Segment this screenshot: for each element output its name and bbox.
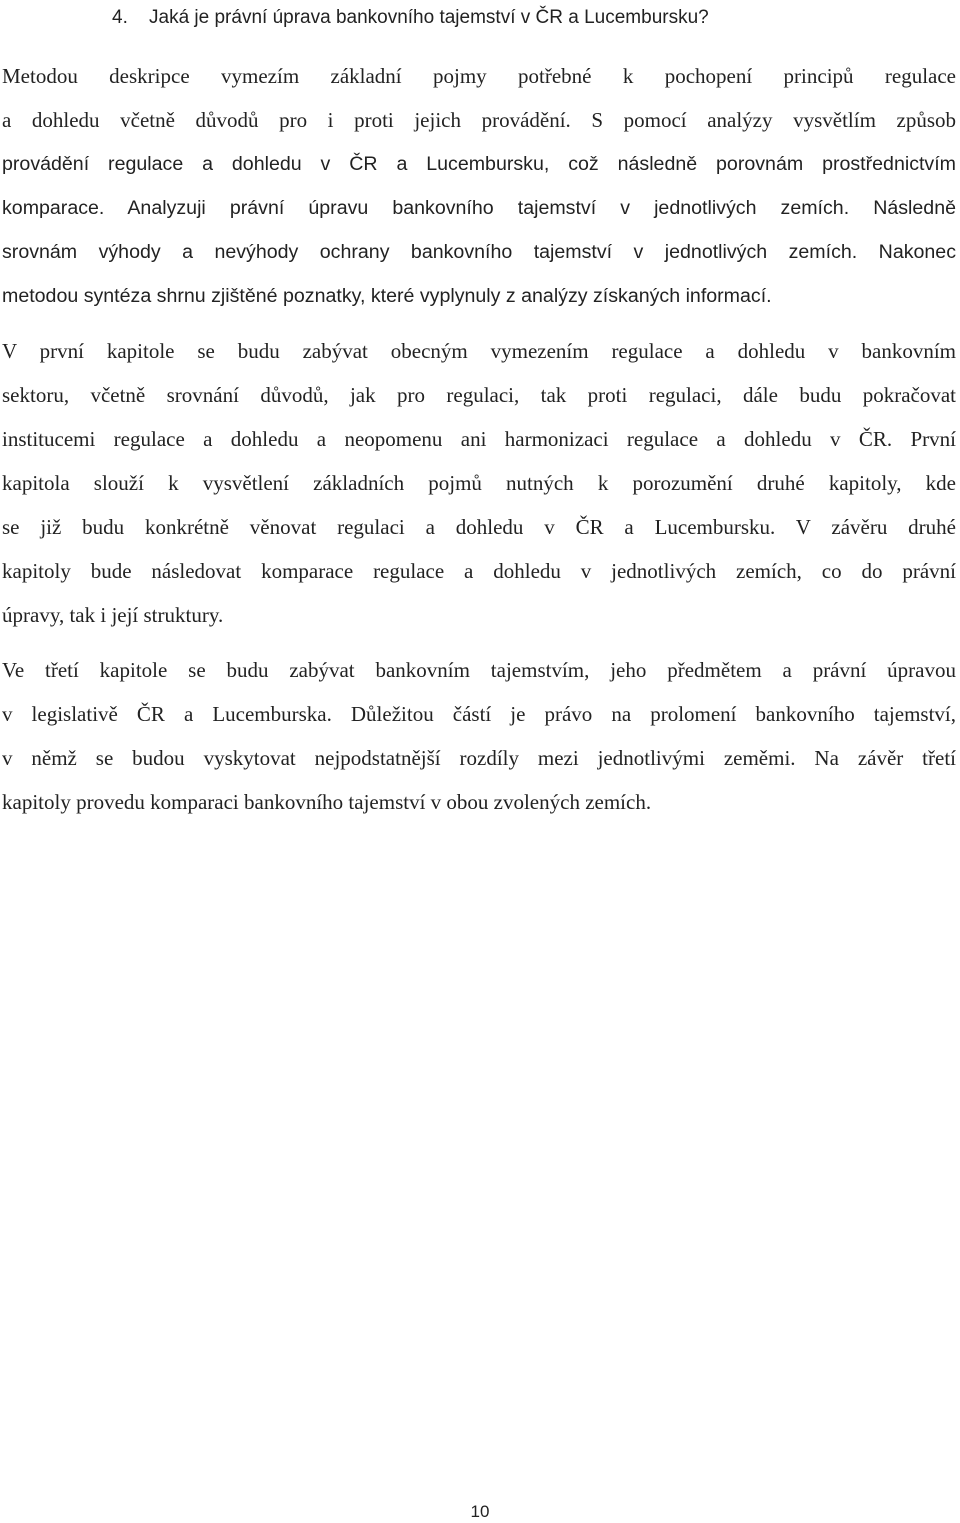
paragraph-line: institucemi regulace a dohledu a neopomenu ani harmonizaci regulace a dohledu v ČR. První (2, 427, 956, 451)
heading-text: Jaká je právní úprava bankovního tajemství v ČR a Lucembursku? (149, 7, 709, 28)
paragraph-line: Ve třetí kapitole se budu zabývat bankovním tajemstvím, jeho předmětem a právní úpravou (2, 658, 956, 682)
paragraph-line: se již budu konkrétně věnovat regulaci a dohledu v ČR a Lucembursku. V závěru druhé (2, 515, 956, 539)
paragraph-line: provádění regulace a dohledu v ČR a Lucembursku, což následně porovnám prostřednictvím (2, 153, 956, 175)
paragraph-line: a dohledu včetně důvodů pro i proti jejich provádění. S pomocí analýzy vysvětlím způsob (2, 108, 956, 132)
paragraph-line: V první kapitole se budu zabývat obecným vymezením regulace a dohledu v bankovním (2, 339, 956, 363)
paragraph-chapter-three (2, 648, 956, 824)
paragraph-line: Metodou deskripce vymezím základní pojmy potřebné k pochopení principů regulace (2, 64, 956, 88)
paragraph-line: kapitoly provedu komparaci bankovního tajemství v obou zvolených zemích. (2, 790, 652, 814)
paragraph-line: komparace. Analyzuji právní úpravu bankovního tajemství v jednotlivých zemích. Následně (2, 197, 956, 219)
paragraph-line: metodou syntéza shrnu zjištěné poznatky, které vyplynuly z analýzy získaných informací. (2, 285, 772, 307)
paragraph-line: v němž se budou vyskytovat nejpodstatnější rozdíly mezi jednotlivými zeměmi. Na závěr třetí (2, 746, 956, 770)
paragraph-line: úpravy, tak i její struktury. (2, 603, 224, 627)
paragraph-methods (2, 54, 956, 318)
paragraph-line: kapitola slouží k vysvětlení základních pojmů nutných k porozumění druhé kapitoly, kde (2, 471, 956, 495)
page-number: 10 (470, 1502, 490, 1521)
paragraph-chapter-one (2, 329, 956, 637)
section-heading (112, 4, 709, 32)
paragraph-line: v legislativě ČR a Lucemburska. Důležitou částí je právo na prolomení bankovního tajemství, (2, 702, 956, 726)
paragraph-line: srovnám výhody a nevýhody ochrany bankovního tajemství v jednotlivých zemích. Nakonec (2, 241, 956, 263)
paragraph-line: kapitoly bude následovat komparace regulace a dohledu v jednotlivých zemích, co do právní (2, 559, 956, 583)
heading-number: 4. (112, 7, 128, 28)
paragraph-line: sektoru, včetně srovnání důvodů, jak pro regulaci, tak proti regulaci, dále budu pokračovat (2, 383, 956, 407)
